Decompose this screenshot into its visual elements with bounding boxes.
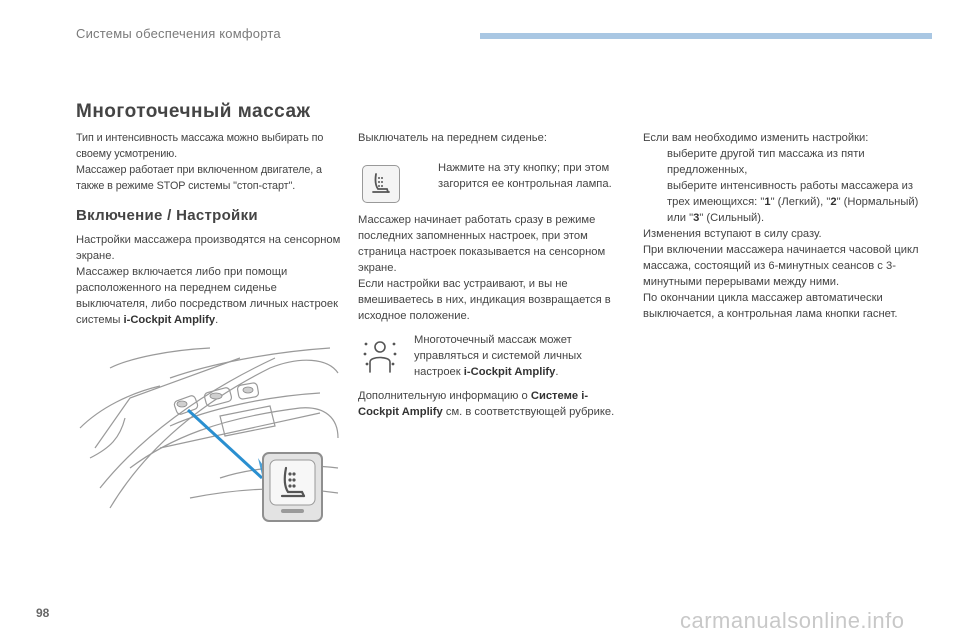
- personal-settings-note: Многоточечный массаж может управляться и системой личных настроек i-Cockpit Amplify.: [414, 334, 582, 378]
- more-info-paragraph: Дополнительную информацию о Системе i-Cockpit Amplify см. в соответствующей рубрике.: [358, 390, 615, 418]
- change-settings-intro: Если вам необходимо изменить настройки:: [643, 132, 869, 144]
- intro-paragraph-2: Массажер работает при включенном двигателе, а также в режиме STOP системы "стоп-старт".: [76, 164, 322, 192]
- section-subtitle: Включение / Настройки: [76, 207, 258, 224]
- switch-paragraph-2: Если настройки вас устраивают, и вы не вмешиваетесь в них, индикация возвращается в исходное положение.: [358, 278, 611, 322]
- switch-bullet: Нажмите на эту кнопку; при этом загорится ее контрольная лампа.: [438, 162, 612, 190]
- header-accent-bar: [480, 33, 932, 39]
- massage-button-large: [262, 452, 323, 522]
- section-header: Системы обеспечения комфорта: [76, 26, 281, 41]
- settings-paragraph-1: Настройки массажера производятся на сенсорном экране.: [76, 234, 341, 262]
- changes-effect-text: Изменения вступают в силу сразу.: [643, 228, 822, 240]
- pointer-line: [188, 410, 262, 478]
- massage-seat-icon: [368, 171, 394, 197]
- switch-heading: Выключатель на переднем сиденье:: [358, 132, 547, 144]
- massage-seat-icon-small: [362, 165, 400, 203]
- watermark: carmanualsonline.info: [680, 608, 905, 633]
- intro-text: [76, 130, 341, 194]
- cycle-description: При включении массажера начинается часовой цикл массажа, состоящий из 6-минутных сеансов с 3-минутными перерывами между ними.: [643, 244, 919, 288]
- personal-settings-icon: [362, 338, 398, 376]
- change-settings-bullet-1: выберите другой тип массажа из пяти предложенных,: [667, 148, 865, 176]
- change-settings-bullet-2: выберите интенсивность работы массажера из трех имеющихся: "1" (Легкий), "2" (Нормальный) или "3" (Сильный).: [667, 180, 919, 224]
- massage-seat-icon: [264, 454, 321, 520]
- page-number: 98: [36, 606, 50, 620]
- page-title: Многоточечный массаж: [76, 101, 311, 122]
- intro-paragraph-1: Тип и интенсивность массажа можно выбирать по своему усмотрению.: [76, 132, 324, 160]
- settings-paragraph-2: Массажер включается либо при помощи расположенного на переднем сиденье выключателя, либо посредством личных настроек системы i-Cockpit Amplify.: [76, 266, 339, 326]
- switch-paragraph-1: Массажер начинает работать сразу в режиме последних запомненных настроек, при этом страница настроек показывается на сенсорном экране.: [358, 214, 606, 274]
- cycle-end-description: По окончании цикла массажер автоматически выключается, а контрольная лама кнопки гаснет.: [643, 292, 898, 320]
- change-settings-paragraph: [643, 130, 923, 322]
